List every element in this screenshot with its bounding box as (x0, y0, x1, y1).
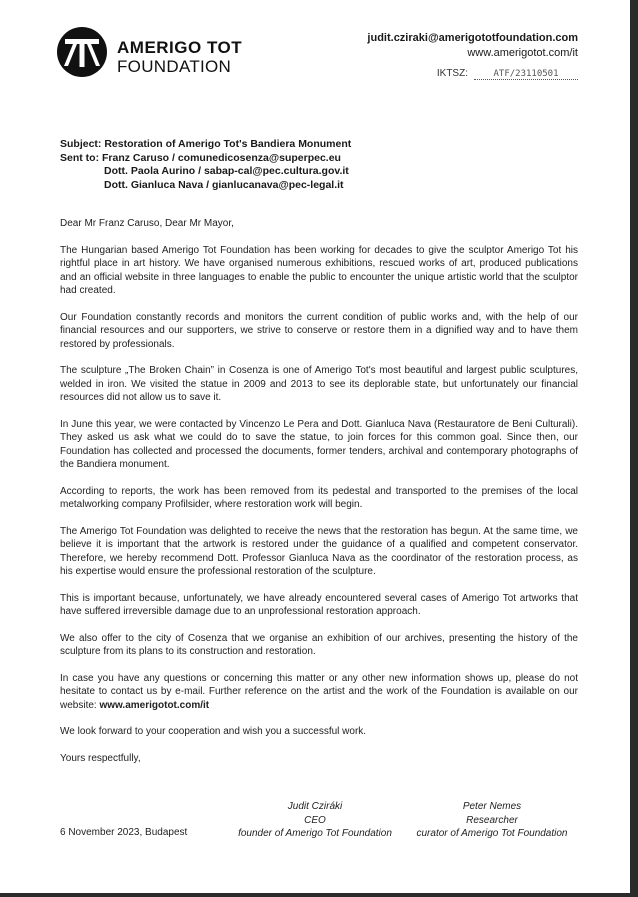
logo-wordmark-line2: FOUNDATION (117, 57, 232, 76)
contact-website[interactable]: www.amerigotot.com/it (467, 47, 578, 59)
contact-paragraph (60, 672, 578, 713)
closing-paragraph: We look forward to your cooperation and wish you a successful work. (60, 726, 367, 737)
letter-date: 6 November 2023, Budapest (60, 827, 188, 838)
salutation: Dear Mr Franz Caruso, Dear Mr Mayor, (60, 218, 234, 229)
sent-to-line: Sent to: Franz Caruso / comunedicosenza@superpec.eu (60, 151, 341, 164)
body-paragraph: Our Foundation constantly records and monitors the current condition of public works and, with the help of our financial resources and our supporters, we strive to conserve or restore them in a dignified way and to have them restored by professionals. (60, 311, 578, 350)
amerigo-tot-logo-icon (56, 26, 108, 78)
body-paragraph: The Amerigo Tot Foundation was delighted to receive the news that the restoration has begun. At the same time, we believe it is important that the artwork is restored under the guidance of a qualified and competent conservator. Therefore, we hereby recommend Dott. Professor Gianluca Nava as the coordinator of the restoration process, as his expertise would ensure the professional restoration of the sculpture. (60, 525, 578, 577)
signature-ceo (230, 800, 400, 841)
body-paragraph: The Hungarian based Amerigo Tot Foundation has been working for decades to give the sculptor Amerigo Tot his rightful place in art history. We have organised numerous exhibitions, rescued works of art, produced publications and an official website in three languages to enable the public to encounter the unique artistic world that the sculptor had created. (60, 244, 578, 296)
signer-name: Judit Cziráki (287, 801, 343, 812)
reference-number (437, 68, 578, 80)
contact-paragraph-text: In case you have any questions or concerning this matter or any other new information shows up, please do not hesitate to contact us by e-mail. Further reference on the artist and the work of the Foundation is available on our website: (60, 672, 578, 711)
signer-role: Researcher (466, 814, 518, 826)
body-paragraph: In June this year, we were contacted by Vincenzo Le Pera and Dott. Gianluca Nava (Restauratore de Beni Culturali). They asked us ask what we could do to save the statue, to join forces for this common goal. Since then, our Foundation has collected and processed the documents, former tenders, archival and contemporary photographs of the Bandiera monument. (60, 418, 578, 470)
recipient-line: Dott. Gianluca Nava / gianlucanava@pec-legal.it (104, 178, 344, 191)
reference-value: ATF/23110501 (474, 69, 578, 80)
body-paragraph: We also offer to the city of Cosenza that we organise an exhibition of our archives, presenting the history of the sculpture from its plans to its construction and restoration. (60, 632, 578, 657)
foundation-logo (56, 26, 356, 86)
signer-name: Peter Nemes (462, 801, 522, 812)
letter-header (60, 138, 351, 192)
signature-block (60, 800, 578, 844)
body-paragraph: This is important because, unfortunately, we have already encountered several cases of Amerigo Tot artworks that have suffered irreversible damage due to an unprofessional restoration approach. (60, 592, 578, 617)
subject-line: Subject: Restoration of Amerigo Tot's Bandiera Monument (60, 138, 352, 150)
contact-email[interactable]: judit.cziraki@amerigototfoundation.com (367, 32, 578, 44)
logo-wordmark-line1: AMERIGO TOT (117, 38, 243, 57)
signer-role: CEO (304, 814, 326, 826)
letter-body (60, 217, 578, 778)
body-paragraph: According to reports, the work has been removed from its pedestal and transported to the premises of the local metalworking company Profilsider, where restoration work will begin. (60, 485, 578, 510)
signature-researcher (402, 800, 582, 841)
reference-label: IKTSZ: (436, 68, 468, 79)
signer-title: founder of Amerigo Tot Foundation (238, 828, 392, 839)
sign-off: Yours respectfully, (60, 752, 141, 764)
signer-title: curator of Amerigo Tot Foundation (416, 828, 568, 839)
contact-block (367, 31, 578, 61)
body-paragraph: The sculpture „The Broken Chain” in Cosenza is one of Amerigo Tot's most beautiful and largest public sculptures, welded in iron. We visited the statue in 2009 and 2013 to see its deplorable state, but unfortunately our financial resources did not allow us to save it. (60, 365, 578, 403)
recipient-line: Dott. Paola Aurino / sabap-cal@pec.cultura.gov.it (104, 165, 349, 177)
website-link[interactable]: www.amerigotot.com/it (99, 699, 210, 711)
